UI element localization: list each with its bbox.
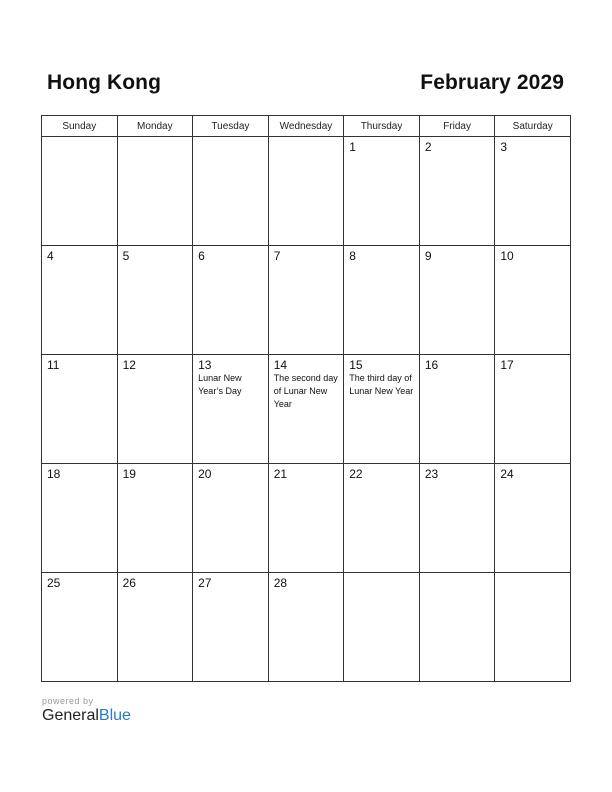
- empty-day-cell: [495, 573, 571, 682]
- day-cell[interactable]: [193, 573, 269, 682]
- week-row: [42, 355, 571, 464]
- day-number: 25: [47, 576, 61, 590]
- day-number: 23: [424, 467, 439, 481]
- empty-day-cell: [268, 137, 344, 246]
- day-number: 8: [349, 249, 356, 263]
- weekday-monday: Monday: [117, 116, 193, 137]
- day-cell[interactable]: [419, 246, 495, 355]
- day-cell[interactable]: [495, 246, 571, 355]
- weekday-friday: Friday: [419, 116, 495, 137]
- day-cell[interactable]: [42, 246, 118, 355]
- day-cell[interactable]: [117, 355, 193, 464]
- footer-branding: [42, 696, 131, 725]
- calendar-grid: [41, 115, 571, 682]
- weekday-tuesday: Tuesday: [193, 116, 269, 137]
- day-number: 4: [47, 249, 54, 263]
- powered-by-text: powered by: [42, 696, 94, 706]
- day-cell[interactable]: [193, 246, 269, 355]
- day-number: 27: [198, 576, 212, 590]
- week-row: [42, 464, 571, 573]
- day-number: 20: [198, 467, 212, 481]
- day-cell[interactable]: [117, 464, 193, 573]
- day-number: 2: [424, 140, 432, 154]
- day-number: 17: [500, 358, 514, 372]
- empty-day-cell: [419, 573, 495, 682]
- calendar-month-title: February 2029: [420, 71, 564, 94]
- day-number: 12: [122, 358, 136, 372]
- weekday-header-row: [42, 116, 571, 137]
- calendar-region-title: Hong Kong: [47, 71, 162, 94]
- day-number: 16: [424, 358, 439, 372]
- weekday-thursday: Thursday: [344, 116, 420, 137]
- day-cell[interactable]: [42, 573, 118, 682]
- day-number: 9: [424, 249, 432, 263]
- day-number: 22: [349, 467, 363, 481]
- day-cell[interactable]: [419, 464, 495, 573]
- holiday-label: The second day of Lunar New Year: [273, 373, 338, 409]
- day-number: 26: [122, 576, 136, 590]
- day-cell[interactable]: [344, 464, 420, 573]
- generalblue-logo[interactable]: [42, 707, 131, 725]
- day-number: 13: [198, 358, 212, 372]
- empty-day-cell: [42, 137, 118, 246]
- day-number: 18: [47, 467, 61, 481]
- day-number: 28: [273, 576, 288, 590]
- day-number: 14: [273, 358, 288, 372]
- day-number: 19: [122, 467, 136, 481]
- week-row: [42, 246, 571, 355]
- day-number: 5: [122, 249, 130, 263]
- day-number: 10: [500, 249, 514, 263]
- day-cell[interactable]: [42, 464, 118, 573]
- day-number: 11: [47, 358, 60, 372]
- day-number: 1: [349, 140, 356, 154]
- day-number: 3: [500, 140, 508, 154]
- empty-day-cell: [344, 573, 420, 682]
- day-cell[interactable]: [193, 355, 269, 464]
- day-cell[interactable]: [495, 464, 571, 573]
- weekday-wednesday: Wednesday: [268, 116, 344, 137]
- day-number: 6: [198, 249, 205, 263]
- calendar-body: [42, 137, 571, 682]
- day-cell[interactable]: [42, 355, 118, 464]
- day-number: 7: [273, 249, 281, 263]
- day-cell[interactable]: [344, 137, 420, 246]
- brand-blue: Blue: [98, 707, 131, 724]
- weekday-saturday: Saturday: [495, 116, 571, 137]
- day-cell[interactable]: [419, 355, 495, 464]
- week-row: [42, 137, 571, 246]
- empty-day-cell: [193, 137, 269, 246]
- empty-day-cell: [117, 137, 193, 246]
- day-number: 24: [500, 467, 514, 481]
- day-cell[interactable]: [117, 573, 193, 682]
- day-cell[interactable]: [344, 355, 420, 464]
- holiday-label: The third day of Lunar New Year: [349, 373, 414, 396]
- day-cell[interactable]: [268, 573, 344, 682]
- holiday-label: Lunar New Year’s Day: [198, 373, 242, 396]
- day-cell[interactable]: [193, 464, 269, 573]
- day-cell[interactable]: [268, 355, 344, 464]
- day-cell[interactable]: [117, 246, 193, 355]
- day-number: 21: [273, 467, 288, 481]
- week-row: [42, 573, 571, 682]
- brand-general: General: [42, 707, 99, 724]
- day-cell[interactable]: [344, 246, 420, 355]
- day-cell[interactable]: [495, 137, 571, 246]
- day-cell[interactable]: [268, 464, 344, 573]
- day-cell[interactable]: [419, 137, 495, 246]
- day-cell[interactable]: [495, 355, 571, 464]
- day-number: 15: [349, 358, 363, 372]
- day-cell[interactable]: [268, 246, 344, 355]
- weekday-sunday: Sunday: [42, 116, 118, 137]
